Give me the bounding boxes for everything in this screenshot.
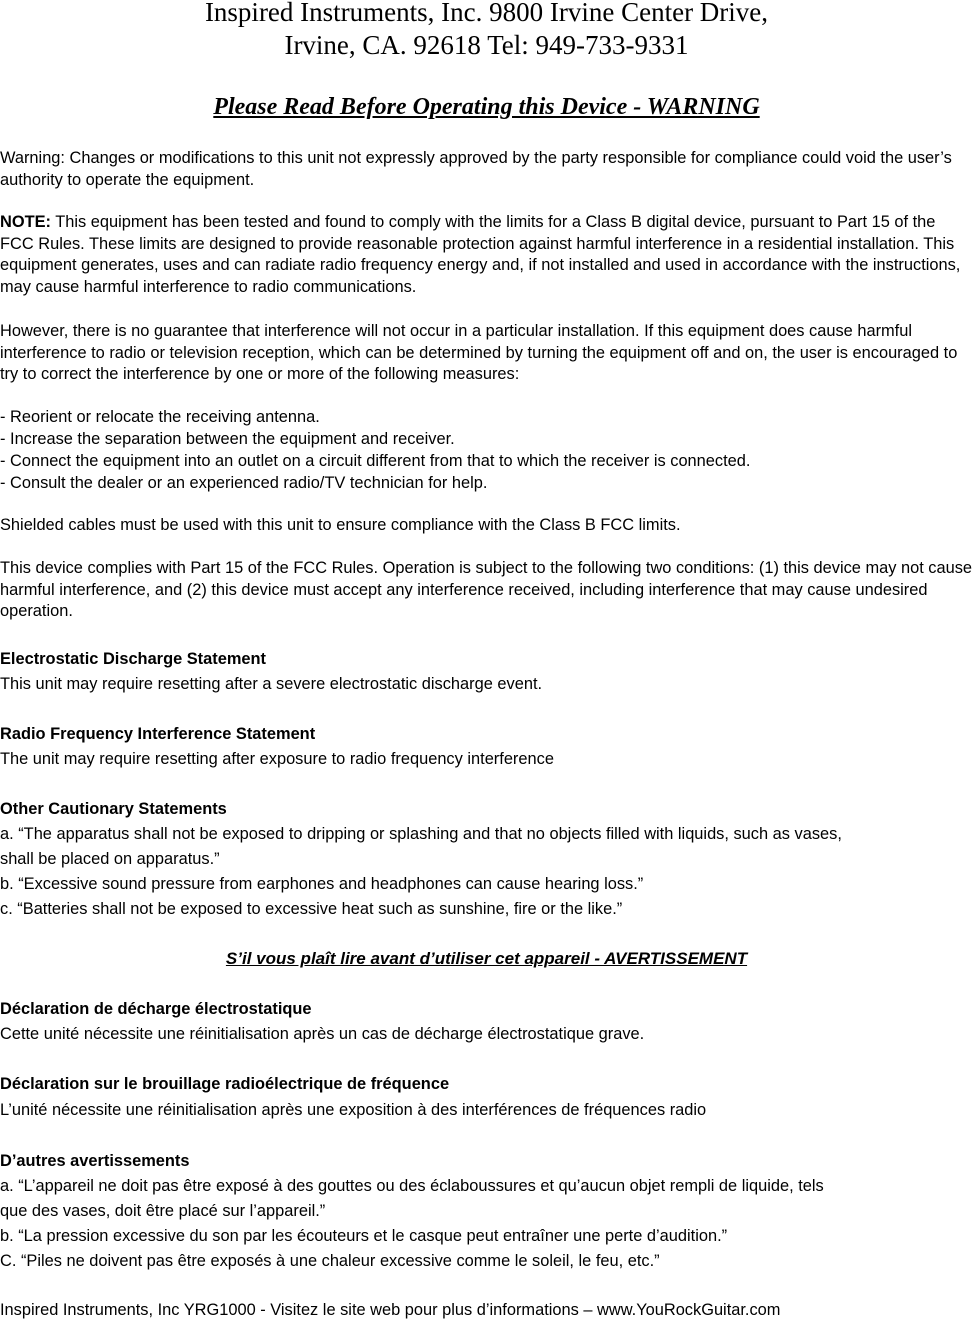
however-text: However, there is no guarantee that interference will not occur in a particular installation. If this equipment does cause harmful interference to radio or television reception, which can be determined by turning the equipment off and on, the user is encouraged to try to correct the interference by one or more of the following measures: [0, 322, 958, 384]
fr-rfi-heading: Déclaration sur le brouillage radioélectrique de fréquence [0, 1075, 450, 1093]
complies-text: This device complies with Part 15 of the FCC Rules. Operation is subject to the following two conditions: (1) this device may not cause harmful interference, and (2) this device must accept any interference received, including interference that may cause undesired operation. [0, 559, 973, 621]
complies-paragraph [0, 558, 973, 623]
rfi-heading: Radio Frequency Interference Statement [0, 725, 316, 743]
note-label: NOTE: [0, 213, 51, 231]
footer-text: Inspired Instruments, Inc YRG1000 - Visitez le site web pour plus d’informations – www.YouRockGuitar.com [0, 1301, 781, 1319]
other-item-a-line1: a. “The apparatus shall not be exposed to dripping or splashing and that no objects filled with liquids, such as vases, [0, 825, 842, 843]
company-header [0, 0, 973, 62]
however-paragraph [0, 321, 973, 386]
fr-other-item-b: b. “La pression excessive du son par les écouteurs et le casque peut entraîner une perte d’audition.” [0, 1227, 728, 1245]
fr-esd-text: Cette unité nécessite une réinitialisation après un cas de décharge électrostatique grave. [0, 1025, 645, 1043]
esd-text: This unit may require resetting after a severe electrostatic discharge event. [0, 675, 543, 693]
fr-other-item-c: C. “Piles ne doivent pas être exposés à une chaleur excessive comme le soleil, le feu, etc.” [0, 1252, 660, 1270]
fr-other-item-a-line2: que des vases, doit être placé sur l’appareil.” [0, 1202, 326, 1220]
measure-item: - Consult the dealer or an experienced radio/TV technician for help. [0, 474, 488, 492]
fr-other-heading: D’autres avertissements [0, 1152, 190, 1170]
warning-title: Please Read Before Operating this Device - WARNING [213, 94, 760, 120]
rfi-text: The unit may require resetting after exposure to radio frequency interference [0, 750, 554, 768]
other-item-c: c. “Batteries shall not be exposed to excessive heat such as sunshine, fire or the like.” [0, 900, 623, 918]
other-item-a-line2: shall be placed on apparatus.” [0, 850, 220, 868]
warning-paragraph [0, 148, 973, 191]
fr-rfi-text: L’unité nécessite une réinitialisation après une exposition à des interférences de fréquences radio [0, 1101, 707, 1119]
measure-item: - Connect the equipment into an outlet on a circuit different from that to which the receiver is connected. [0, 452, 751, 470]
note-paragraph [0, 212, 973, 298]
note-text: This equipment has been tested and found to comply with the limits for a Class B digital device, pursuant to Part 15 of the FCC Rules. These limits are designed to provide reasonable protection against harmful interference in a residential installation. This equipment generates, uses and can radiate radio frequency energy and, if not installed and used in accordance with the instructions, may cause harmful interference to radio communications. [0, 213, 961, 296]
esd-heading: Electrostatic Discharge Statement [0, 650, 266, 668]
other-item-b: b. “Excessive sound pressure from earphones and headphones can cause hearing loss.” [0, 875, 644, 893]
warning-text: Warning: Changes or modifications to this unit not expressly approved by the party responsible for compliance could void the user’s authority to operate the equipment. [0, 149, 952, 189]
header-line-1: Inspired Instruments, Inc. 9800 Irvine Center Drive, [204, 0, 769, 27]
measure-item: - Reorient or relocate the receiving antenna. [0, 408, 320, 426]
shielded-text: Shielded cables must be used with this unit to ensure compliance with the Class B FCC limits. [0, 516, 681, 534]
fr-other-item-a-line1: a. “L’appareil ne doit pas être exposé à des gouttes ou des éclaboussures et qu’aucun objet rempli de liquide, tels [0, 1177, 824, 1195]
other-heading: Other Cautionary Statements [0, 800, 227, 818]
header-line-2: Irvine, CA. 92618 Tel: 949-733-9331 [284, 30, 689, 60]
french-warning-title: S’il vous plaît lire avant d’utiliser cet appareil - AVERTISSEMENT [225, 949, 748, 968]
measure-item: - Increase the separation between the equipment and receiver. [0, 430, 455, 448]
fr-esd-heading: Déclaration de décharge électrostatique [0, 1000, 312, 1018]
